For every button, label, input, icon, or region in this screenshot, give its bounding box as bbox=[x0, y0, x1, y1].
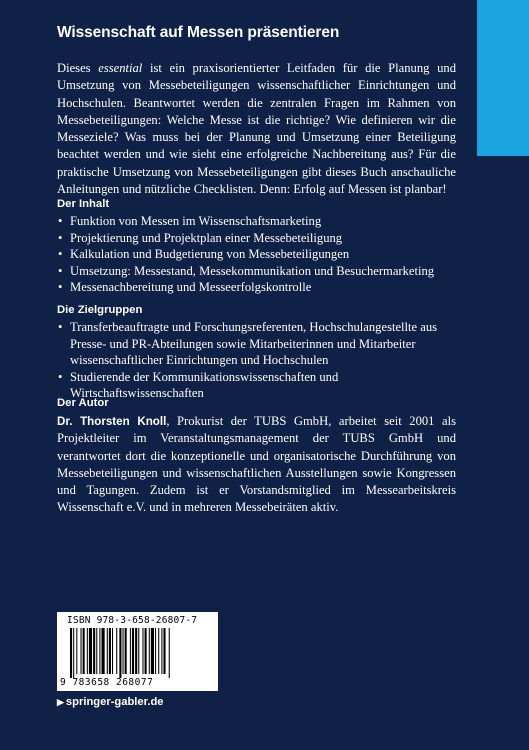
barcode-stripe bbox=[163, 628, 165, 674]
barcode-stripe bbox=[155, 628, 156, 674]
intro-lead-italic: essential bbox=[98, 61, 143, 75]
audience-heading: Die Zielgruppen bbox=[57, 304, 143, 316]
list-item: • Messenachbereitung und Messeerfolgskontrolle bbox=[58, 280, 312, 295]
barcode-stripe bbox=[87, 628, 88, 674]
barcode-stripe bbox=[102, 628, 105, 674]
barcode-stripe bbox=[132, 628, 134, 674]
barcode-stripe bbox=[130, 628, 131, 674]
intro-body: ist ein praxisorientierter Leitfaden für die Planung und Umsetzung von Messebeteiligungen wissenschaftlicher Einrichtungen und Hochschulen. Beantwortet werden die zentralen Fragen im Rahmen von Messebeteiligungen: Welche Messe ist die richtige? Wie definieren wir die Messeziele? Was muss bei der Planung und Umsetzung einer Beteiligung beachtet werden und wie sieht eine erfolgreiche Nachbereitung aus? Für die praktische Umsetzung von Messebeteiligungen gibt dieses Buch anschauliche Anleitungen und nützliche Checklisten. Denn: Erfolg auf Messen ist planbar! bbox=[57, 61, 456, 197]
barcode-stripe bbox=[125, 628, 127, 674]
author-bio-text: , Prokurist der TUBS GmbH, arbeitet seit 2001 als Projektleiter im Veranstaltungsmanagement der TUBS GmbH und verantwortet dort die konzeptionelle und organisatorische Durchführung von Messebeteiligungen und wissenschaftlichen Ausstellungen sowie Kongressen und Tagungen. Zudem ist er Vorstandsmitglied im Messearbeitskreis Wissenschaft e.V. und in mehreren Messebeiräten aktiv. bbox=[57, 414, 457, 515]
barcode-stripe bbox=[89, 628, 92, 674]
intro-paragraph bbox=[57, 60, 456, 198]
barcode-stripe bbox=[119, 628, 121, 678]
barcode-stripe bbox=[142, 628, 143, 674]
bullet-icon: • bbox=[58, 230, 63, 245]
website-label: springer-gabler.de bbox=[65, 696, 164, 708]
barcode-stripe bbox=[99, 628, 100, 674]
bullet-icon: • bbox=[58, 263, 63, 278]
barcode-stripe bbox=[107, 628, 108, 674]
barcode-stripe bbox=[158, 628, 159, 674]
barcode-stripe bbox=[109, 628, 111, 674]
barcode-stripe bbox=[93, 628, 95, 674]
author-bio bbox=[57, 413, 456, 517]
barcode bbox=[57, 612, 218, 691]
author-heading: Der Autor bbox=[57, 397, 109, 409]
barcode-digits: 9 783658 268077 bbox=[60, 677, 154, 688]
barcode-stripe bbox=[76, 628, 77, 674]
barcode-stripe bbox=[96, 628, 97, 674]
bullet-icon: • bbox=[58, 280, 63, 295]
barcode-stripe bbox=[135, 628, 137, 674]
barcode-stripe bbox=[145, 628, 147, 674]
barcode-stripe bbox=[138, 628, 139, 674]
barcode-stripe bbox=[70, 628, 72, 678]
book-title: Wissenschaft auf Messen präsentieren bbox=[57, 24, 340, 41]
contents-list bbox=[57, 213, 467, 296]
bullet-icon: • bbox=[58, 247, 63, 262]
bullet-icon: • bbox=[58, 320, 63, 334]
website-link[interactable] bbox=[57, 696, 164, 708]
bullet-icon: • bbox=[58, 369, 63, 384]
arrow-right-icon: ▶ bbox=[57, 697, 64, 707]
accent-bar bbox=[477, 0, 529, 156]
barcode-stripe bbox=[149, 628, 150, 674]
barcode-stripe bbox=[83, 628, 85, 674]
author-name: Dr. Thorsten Knoll bbox=[57, 415, 167, 428]
list-item: • Funktion von Messen im Wissenschaftsmarketing bbox=[58, 214, 322, 228]
list-item: • Kalkulation und Budgetierung von Messebeteiligungen bbox=[58, 247, 350, 262]
barcode-stripe bbox=[151, 628, 154, 674]
list-item: • Studierende der Kommunikationswissenschaften und Wirtschaftswissenschaften bbox=[58, 369, 339, 401]
audience-list bbox=[57, 319, 457, 402]
list-item: • Transferbeauftragte und Forschungsreferenten, Hochschulangestellte aus Presse- und PR-Abteilungen sowie Mitarbeiterinnen und Mitarbeiter wissenschaftlicher Einrichtungen und Hochschulen bbox=[58, 320, 438, 368]
barcode-stripe bbox=[169, 628, 170, 678]
barcode-stripe bbox=[73, 628, 74, 678]
barcode-stripe bbox=[123, 628, 124, 674]
bullet-icon: • bbox=[58, 214, 63, 228]
list-item: • Projektierung und Projektplan einer Messebeteiligung bbox=[58, 230, 343, 245]
list-item: • Umsetzung: Messestand, Messekommunikation und Besuchermarketing bbox=[58, 263, 435, 278]
barcode-stripe bbox=[112, 628, 113, 674]
barcode-stripe bbox=[161, 628, 162, 674]
contents-heading: Der Inhalt bbox=[57, 198, 110, 210]
barcode-stripe bbox=[81, 628, 82, 674]
barcode-stripe bbox=[116, 628, 117, 674]
isbn-label: ISBN 978-3-658-26807-7 bbox=[67, 615, 198, 626]
barcode-bars bbox=[70, 628, 210, 678]
intro-lead: Dieses bbox=[57, 61, 99, 75]
